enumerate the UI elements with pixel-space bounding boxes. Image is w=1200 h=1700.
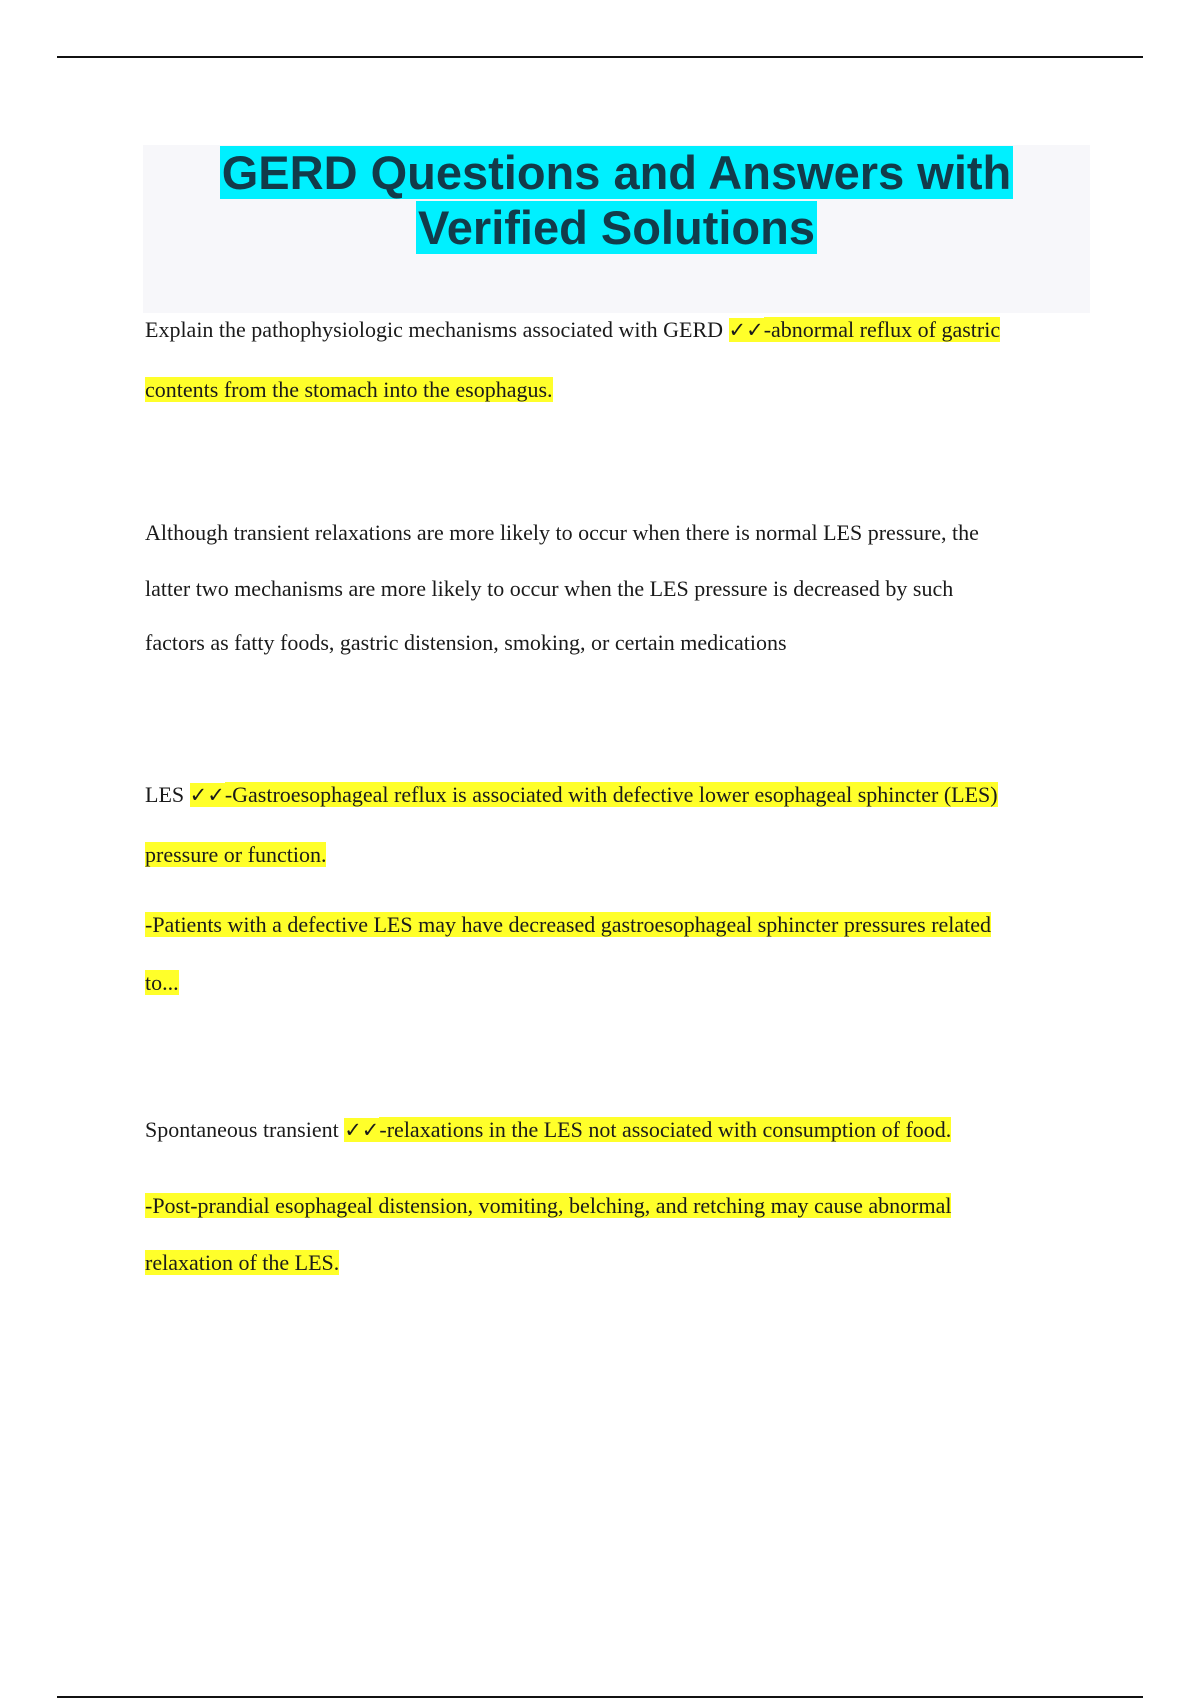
title-box [143, 145, 1090, 313]
question-term: LES [145, 782, 185, 807]
answer-text-continued: pressure or function. [145, 842, 327, 867]
question-term: Spontaneous transient [145, 1117, 339, 1142]
qa-item-spontaneous-transient [145, 1110, 1090, 1283]
qa-item-pathophysiology [145, 310, 1090, 410]
header-rule [57, 56, 1143, 58]
checkmark-icon: ✓✓ [728, 318, 764, 342]
answer-extra-continued: to... [145, 970, 179, 995]
answer-extra: -Post-prandial esophageal distension, vomiting, belching, and retching may cause abnormal [145, 1193, 952, 1218]
answer-text: -relaxations in the LES not associated with consumption of food. [379, 1117, 952, 1142]
title-line-2: Verified Solutions [418, 201, 815, 254]
qa-item-les [145, 775, 1090, 1003]
explanation-paragraph [145, 515, 1090, 661]
checkmark-icon: ✓✓ [344, 1118, 380, 1142]
paragraph-line-1: Although transient relaxations are more likely to occur when there is normal LES pressure, the [145, 520, 979, 545]
title-line-1: GERD Questions and Answers with [221, 146, 1012, 199]
answer-extra-continued: relaxation of the LES. [145, 1250, 340, 1275]
paragraph-line-2: latter two mechanisms are more likely to occur when the LES pressure is decreased by such [145, 576, 954, 601]
answer-text: -abnormal reflux of gastric [763, 317, 1001, 342]
footer-rule [57, 1696, 1143, 1698]
paragraph-line-3: factors as fatty foods, gastric distension, smoking, or certain medications [145, 630, 787, 655]
answer-text: -Gastroesophageal reflux is associated with defective lower esophageal sphincter (LES) [224, 782, 998, 807]
answer-extra: -Patients with a defective LES may have decreased gastroesophageal sphincter pressures related [145, 912, 992, 937]
page-title [143, 145, 1090, 255]
answer-text-continued: contents from the stomach into the esophagus. [145, 377, 553, 402]
question-term: Explain the pathophysiologic mechanisms associated with GERD [145, 317, 724, 342]
checkmark-icon: ✓✓ [189, 783, 225, 807]
